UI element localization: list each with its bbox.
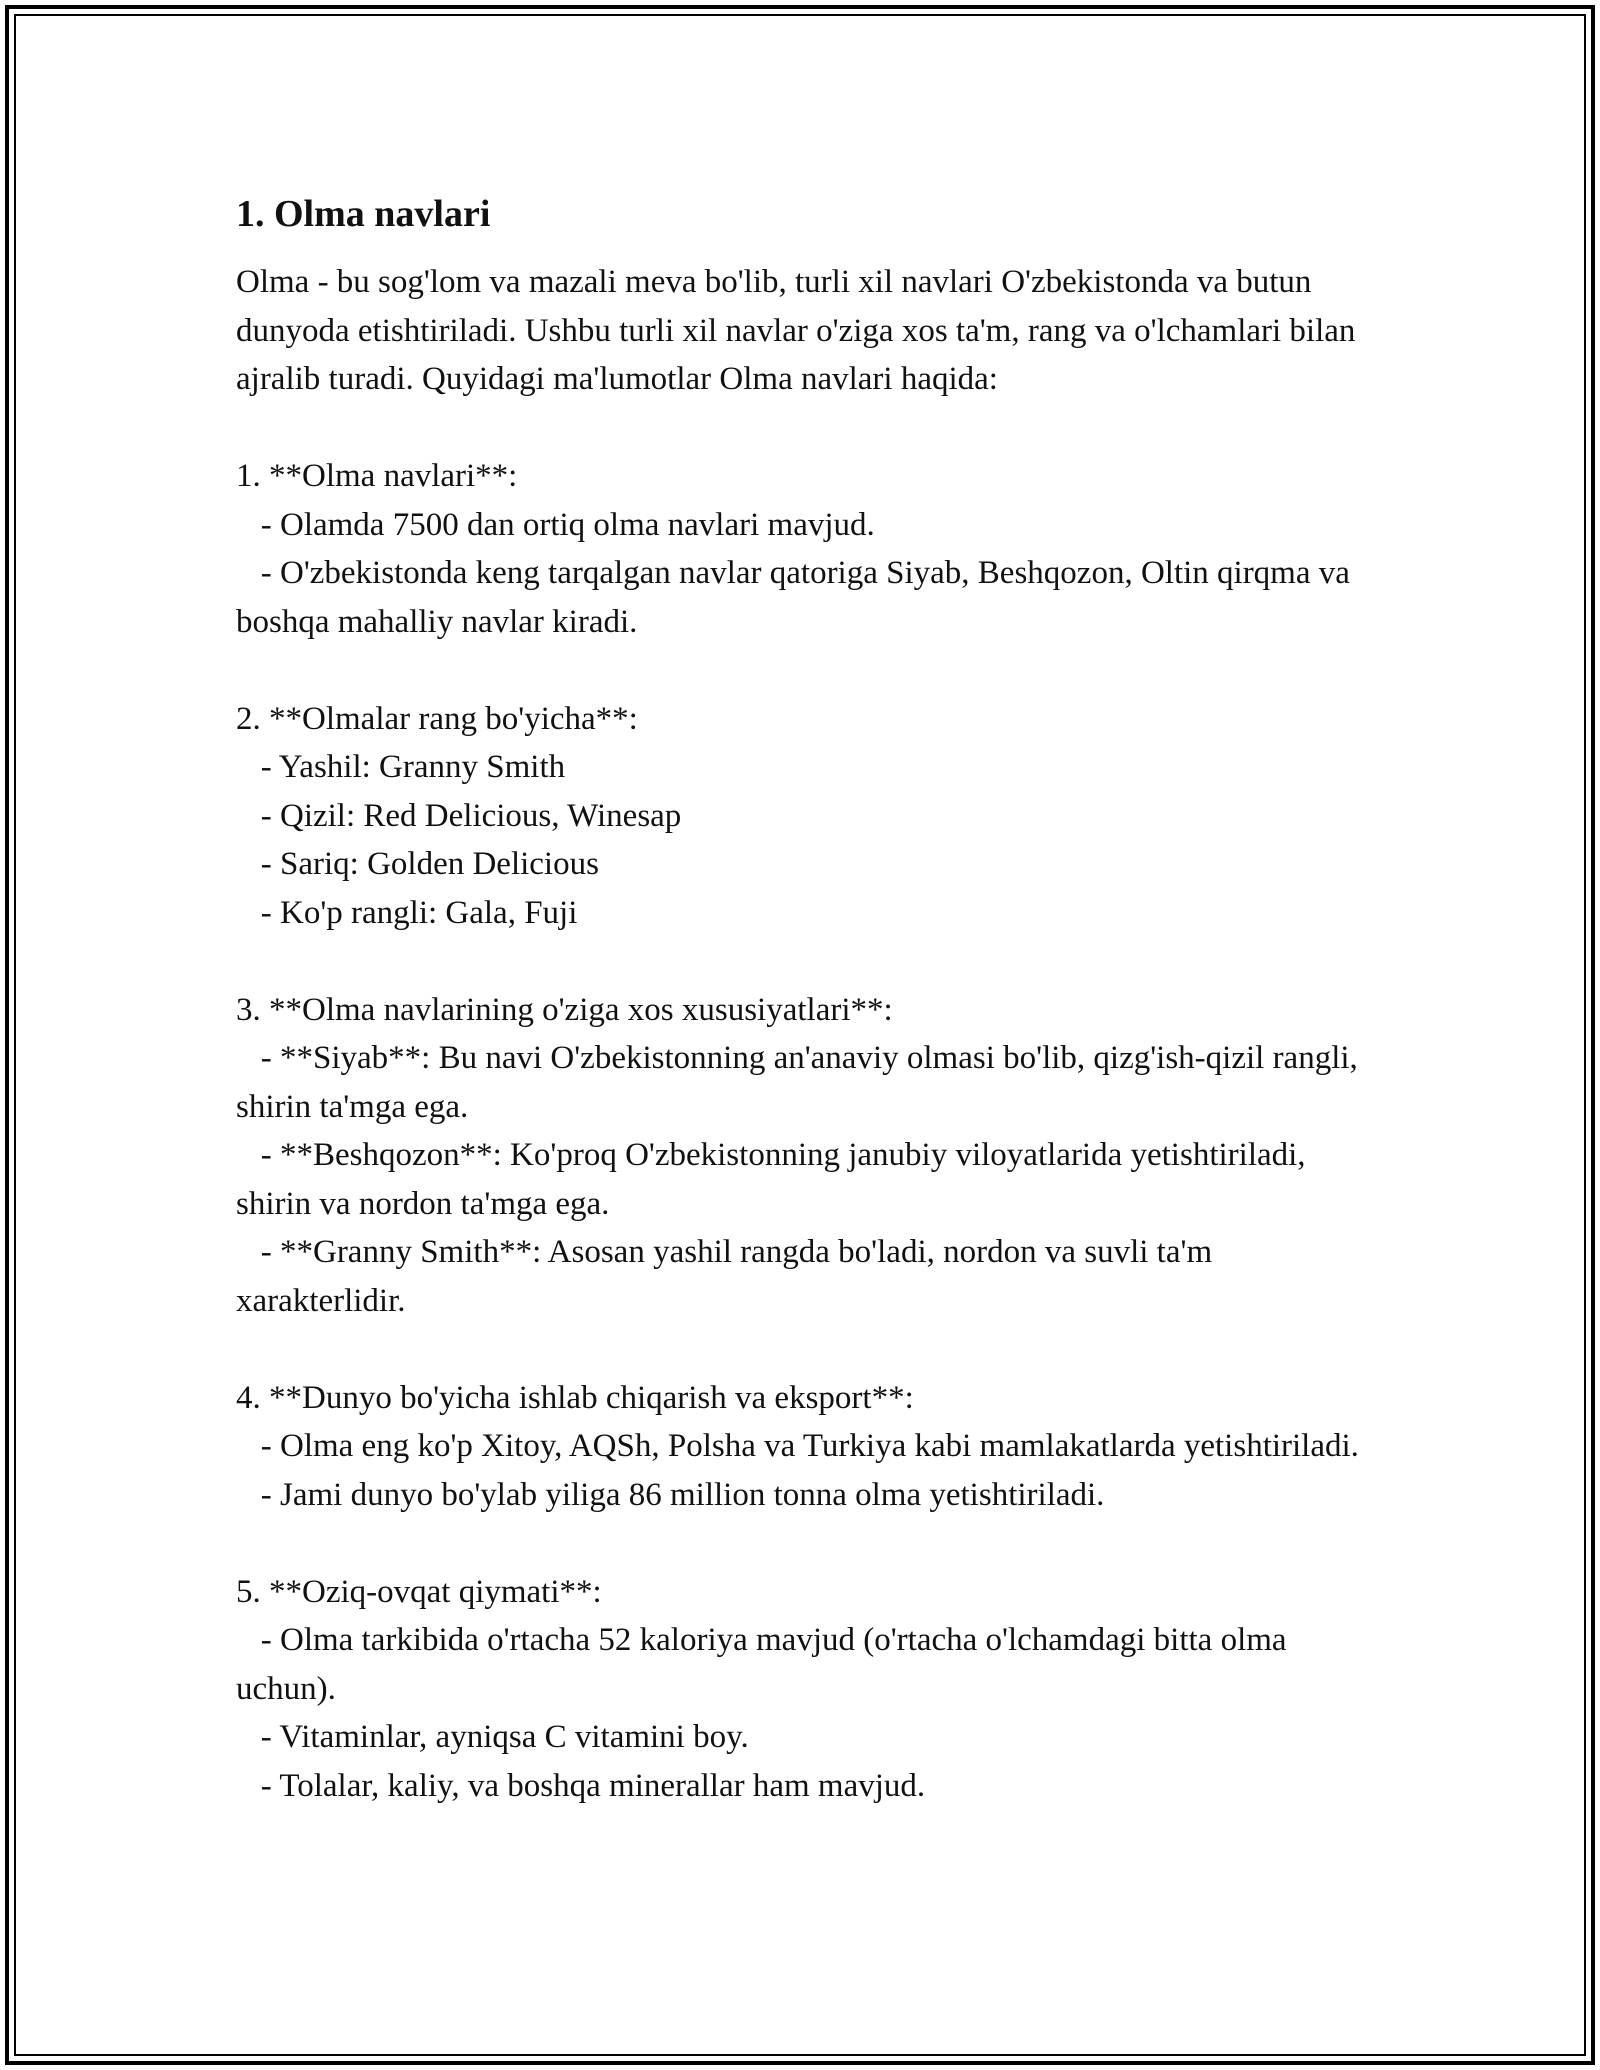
intro-paragraph: Olma - bu sog'lom va mazali meva bo'lib, turli xil navlari O'zbekistonda va butun dunyoda etishtiriladi. Ushbu turli xil navlar o'ziga xos ta'm, rang va o'lchamlari bilan ajralib turadi. Quyidagi ma'lumotlar Olma navlari haqida: <box>236 264 1356 397</box>
document-title: 1. Olma navlari <box>236 193 491 235</box>
list-item: - Jami dunyo bo'ylab yiliga 86 million tonna olma yetishtiriladi. <box>236 1476 1105 1513</box>
list-item: - **Beshqozon**: Ko'proq O'zbekistonning janubiy viloyatlarida yetishtiriladi, shirin va nordon ta'mga ega. <box>236 1137 1314 1222</box>
section-colors <box>236 695 1366 938</box>
section-nutrition <box>236 1568 1366 1811</box>
list-item: - Yashil: Granny Smith <box>236 749 566 785</box>
list-item: - Ko'p rangli: Gala, Fuji <box>236 894 578 931</box>
list-item: - Olma eng ko'p Xitoy, AQSh, Polsha va Turkiya kabi mamlakatlarda yetishtiriladi. <box>236 1428 1359 1464</box>
list-item: - **Siyab**: Bu navi O'zbekistonning an'anaviy olmasi bo'lib, qizg'ish-qizil rangli, shirin ta'mga ega. <box>236 1040 1367 1125</box>
document-page <box>236 186 1366 1810</box>
section-varieties <box>236 452 1366 646</box>
list-item: - Sariq: Golden Delicious <box>236 846 599 882</box>
list-item: - Qizil: Red Delicious, Winesap <box>236 797 682 834</box>
section-heading: 1. **Olma navlari**: <box>236 458 518 494</box>
section-heading: 2. **Olmalar rang bo'yicha**: <box>236 700 638 737</box>
list-item: - O'zbekistonda keng tarqalgan navlar qatoriga Siyab, Beshqozon, Oltin qirqma va boshqa mahalliy navlar kiradi. <box>236 555 1359 640</box>
list-item: - Olamda 7500 dan ortiq olma navlari mavjud. <box>236 506 875 543</box>
list-item: - Tolalar, kaliy, va boshqa minerallar ham mavjud. <box>236 1767 926 1804</box>
section-production <box>236 1374 1366 1520</box>
list-item: - Olma tarkibida o'rtacha 52 kaloriya mavjud (o'rtacha o'lchamdagi bitta olma uchun). <box>236 1622 1295 1707</box>
section-heading: 4. **Dunyo bo'yicha ishlab chiqarish va eksport**: <box>236 1379 914 1416</box>
list-item: - Vitaminlar, ayniqsa C vitamini boy. <box>236 1719 749 1755</box>
section-heading: 5. **Oziq-ovqat qiymati**: <box>236 1573 602 1610</box>
list-item: - **Granny Smith**: Asosan yashil rangda bo'ladi, nordon va suvli ta'm xarakterlidir. <box>236 1234 1221 1319</box>
section-heading: 3. **Olma navlarining o'ziga xos xususiyatlari**: <box>236 991 893 1028</box>
section-characteristics <box>236 986 1366 1326</box>
